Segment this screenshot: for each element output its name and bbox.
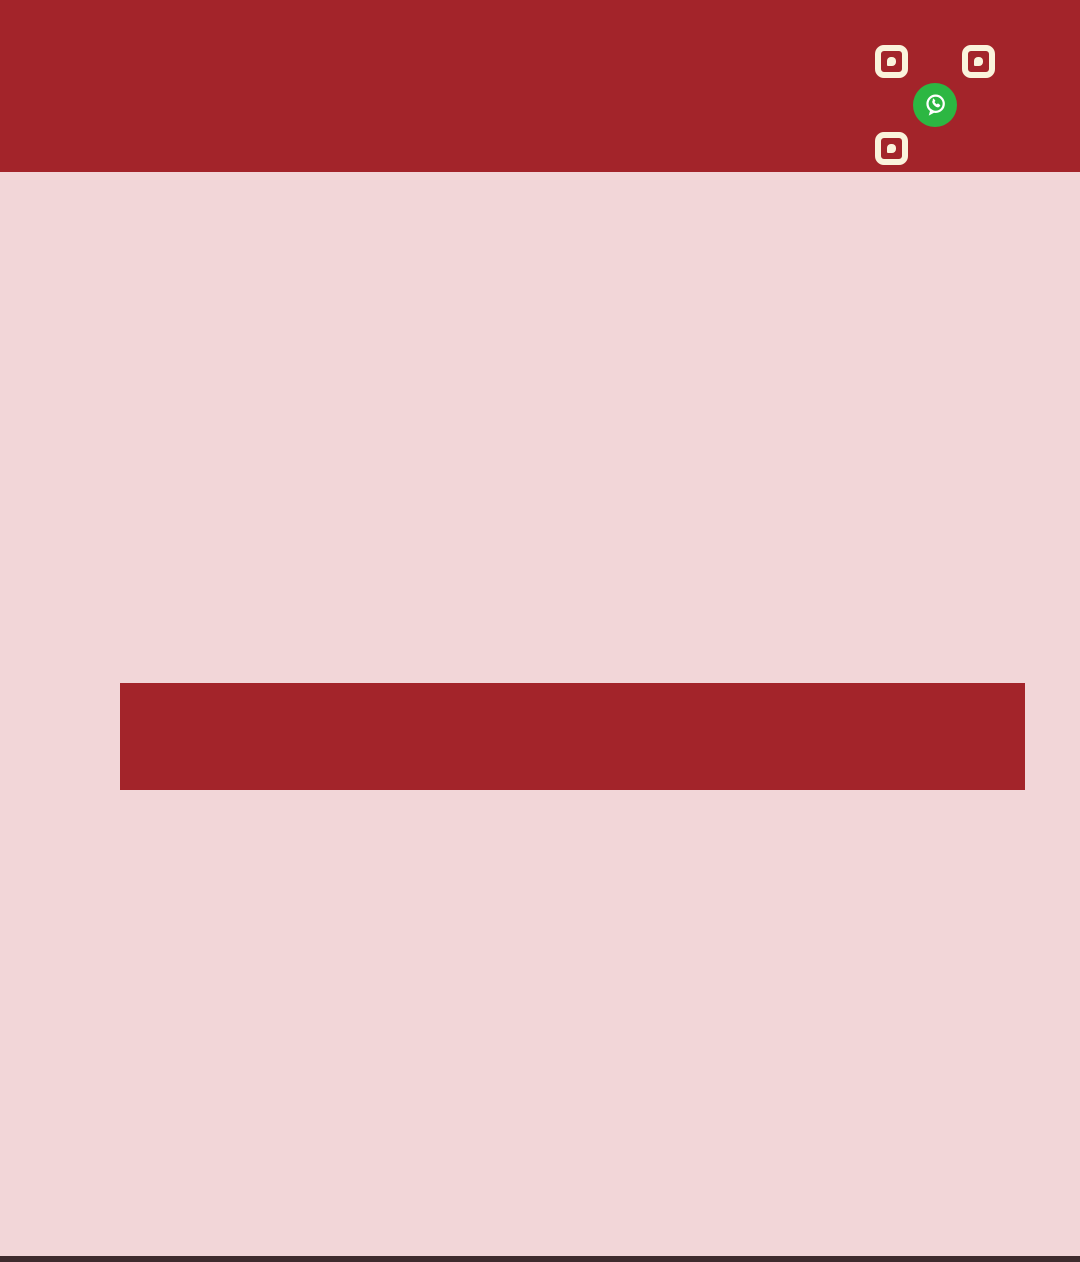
snack-row xyxy=(55,1124,505,1168)
snack-row xyxy=(575,946,1025,990)
header xyxy=(0,0,1080,172)
snack-row xyxy=(575,1079,1025,1123)
qr-finder-icon xyxy=(875,45,908,78)
snack-row xyxy=(55,1079,505,1123)
whatsapp-qr-code xyxy=(872,42,998,168)
snack-list-right xyxy=(575,813,1025,1213)
snack-row xyxy=(55,857,505,901)
snack-row xyxy=(575,857,1025,901)
snack-row xyxy=(55,1168,505,1212)
snack-list-left xyxy=(55,813,505,1213)
snack-row xyxy=(575,1124,1025,1168)
soup-noodle-section xyxy=(0,172,1080,683)
qr-finder-icon xyxy=(875,132,908,165)
snack-row xyxy=(55,813,505,857)
bottom-wave-border xyxy=(0,1218,1080,1256)
snack-row xyxy=(55,1035,505,1079)
snacks-banner xyxy=(120,683,1025,790)
snack-row xyxy=(55,902,505,946)
snack-row xyxy=(55,991,505,1035)
bottom-edge-strip xyxy=(0,1256,1080,1262)
top-scallop-border xyxy=(0,0,1080,42)
snack-row xyxy=(575,813,1025,857)
snack-row xyxy=(575,991,1025,1035)
snack-row xyxy=(575,1168,1025,1212)
snack-row xyxy=(575,1035,1025,1079)
snack-row xyxy=(575,902,1025,946)
snack-row xyxy=(55,946,505,990)
snacks-list xyxy=(0,790,1080,1213)
whatsapp-icon xyxy=(913,83,957,127)
qr-finder-icon xyxy=(962,45,995,78)
